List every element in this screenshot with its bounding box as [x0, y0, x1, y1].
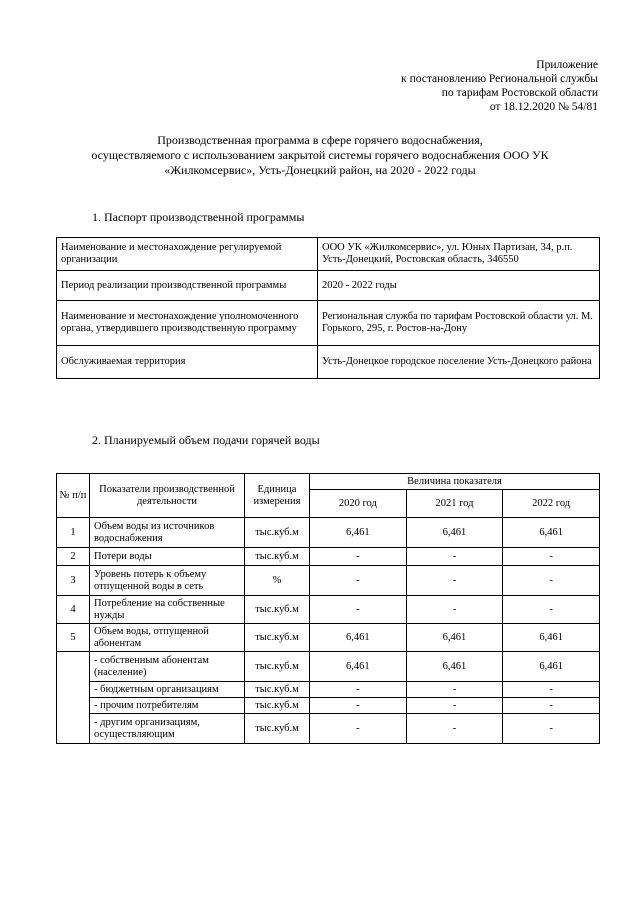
title-line: Производственная программа в сфере горячего водоснабжения,	[157, 133, 483, 147]
row-value: -	[503, 682, 600, 698]
row-unit: тыс.куб.м	[245, 698, 310, 714]
row-indicator: Объем воды из источников водоснабжения	[90, 518, 245, 548]
appendix-line: от 18.12.2020 № 54/81	[489, 101, 598, 113]
row-value: -	[310, 566, 407, 596]
row-unit: тыс.куб.м	[245, 548, 310, 566]
row-unit: тыс.куб.м	[245, 518, 310, 548]
row-value: -	[310, 596, 407, 624]
col-indicator-header: Показатели производственной деятельности	[90, 474, 245, 518]
row-unit: тыс.куб.м	[245, 682, 310, 698]
table-row	[57, 596, 600, 624]
title-line: «Жилкомсервис», Усть-Донецкий район, на 2020 - 2022 годы	[164, 163, 476, 177]
row-value: 6,461	[310, 652, 407, 682]
row-value: -	[406, 698, 503, 714]
row-indicator: Потери воды	[90, 548, 245, 566]
row-unit: тыс.куб.м	[245, 714, 310, 744]
row-no	[57, 652, 90, 744]
document-title	[40, 133, 600, 178]
passport-value: ООО УК «Жилкомсервис», ул. Юных Партизан, 34, р.п. Усть-Донецкий, Ростовская область, 346550	[318, 238, 600, 271]
year-header: 2021 год	[406, 490, 503, 518]
row-value: 6,461	[503, 624, 600, 652]
row-indicator: - прочим потребителям	[90, 698, 245, 714]
row-no: 2	[57, 548, 90, 566]
col-unit-header: Единица измерения	[245, 474, 310, 518]
row-value: -	[406, 596, 503, 624]
row-value: 6,461	[310, 518, 407, 548]
row-indicator: Потребление на собственные нужды	[90, 596, 245, 624]
row-indicator: - собственным абонентам (население)	[90, 652, 245, 682]
passport-value: 2020 - 2022 годы	[318, 271, 600, 301]
row-value: 6,461	[406, 624, 503, 652]
row-value: -	[406, 548, 503, 566]
appendix-header	[401, 58, 598, 114]
row-indicator: - другим организациям, осуществляющим	[90, 714, 245, 744]
row-value: -	[310, 698, 407, 714]
table-row	[57, 346, 600, 379]
row-unit: %	[245, 566, 310, 596]
row-value: -	[503, 566, 600, 596]
passport-value: Региональная служба по тарифам Ростовской области ул. М. Горького, 295, г. Ростов-на-Дону	[318, 301, 600, 346]
year-header: 2020 год	[310, 490, 407, 518]
passport-value: Усть-Донецкое городское поселение Усть-Донецкого района	[318, 346, 600, 379]
passport-label: Период реализации производственной программы	[57, 271, 318, 301]
section2-heading: 2. Планируемый объем подачи горячей воды	[92, 433, 320, 447]
appendix-line: Приложение	[536, 59, 598, 71]
passport-label: Обслуживаемая территория	[57, 346, 318, 379]
table-row	[57, 271, 600, 301]
title-line: осуществляемого с использованием закрытой системы горячего водоснабжения ООО УК	[91, 148, 549, 162]
row-value: -	[406, 566, 503, 596]
row-no: 5	[57, 624, 90, 652]
row-value: 6,461	[503, 652, 600, 682]
row-value: -	[503, 698, 600, 714]
row-value: 6,461	[310, 624, 407, 652]
table-row	[57, 624, 600, 652]
table-row	[57, 698, 600, 714]
row-value: -	[310, 682, 407, 698]
year-header: 2022 год	[503, 490, 600, 518]
table-row	[57, 682, 600, 698]
passport-label: Наименование и местонахождение уполномоченного органа, утвердившего производственную программу	[57, 301, 318, 346]
row-value: 6,461	[503, 518, 600, 548]
row-value: -	[406, 682, 503, 698]
table-row	[57, 566, 600, 596]
table-row	[57, 652, 600, 682]
section1-heading: 1. Паспорт производственной программы	[92, 210, 305, 224]
row-no: 1	[57, 518, 90, 548]
passport-table	[56, 237, 600, 379]
row-indicator: Уровень потерь к объему отпущенной воды в сеть	[90, 566, 245, 596]
volume-table	[56, 473, 600, 744]
appendix-line: по тарифам Ростовской области	[441, 87, 598, 99]
table-row	[57, 238, 600, 271]
table-row	[57, 548, 600, 566]
row-value: -	[503, 596, 600, 624]
row-no: 4	[57, 596, 90, 624]
row-value: 6,461	[406, 652, 503, 682]
col-value-header: Величина показателя	[310, 474, 600, 490]
row-unit: тыс.куб.м	[245, 596, 310, 624]
row-no: 3	[57, 566, 90, 596]
row-unit: тыс.куб.м	[245, 652, 310, 682]
table-header-row	[57, 474, 600, 490]
row-unit: тыс.куб.м	[245, 624, 310, 652]
row-indicator: Объем воды, отпущенной абонентам	[90, 624, 245, 652]
passport-label: Наименование и местонахождение регулируемой организации	[57, 238, 318, 271]
table-row	[57, 301, 600, 346]
row-value: -	[503, 714, 600, 744]
row-indicator: - бюджетным организациям	[90, 682, 245, 698]
row-value: -	[310, 548, 407, 566]
row-value: -	[406, 714, 503, 744]
col-no-header: № п/п	[57, 474, 90, 518]
row-value: 6,461	[406, 518, 503, 548]
table-row	[57, 518, 600, 548]
row-value: -	[310, 714, 407, 744]
table-row	[57, 714, 600, 744]
appendix-line: к постановлению Региональной службы	[401, 73, 598, 85]
row-value: -	[503, 548, 600, 566]
